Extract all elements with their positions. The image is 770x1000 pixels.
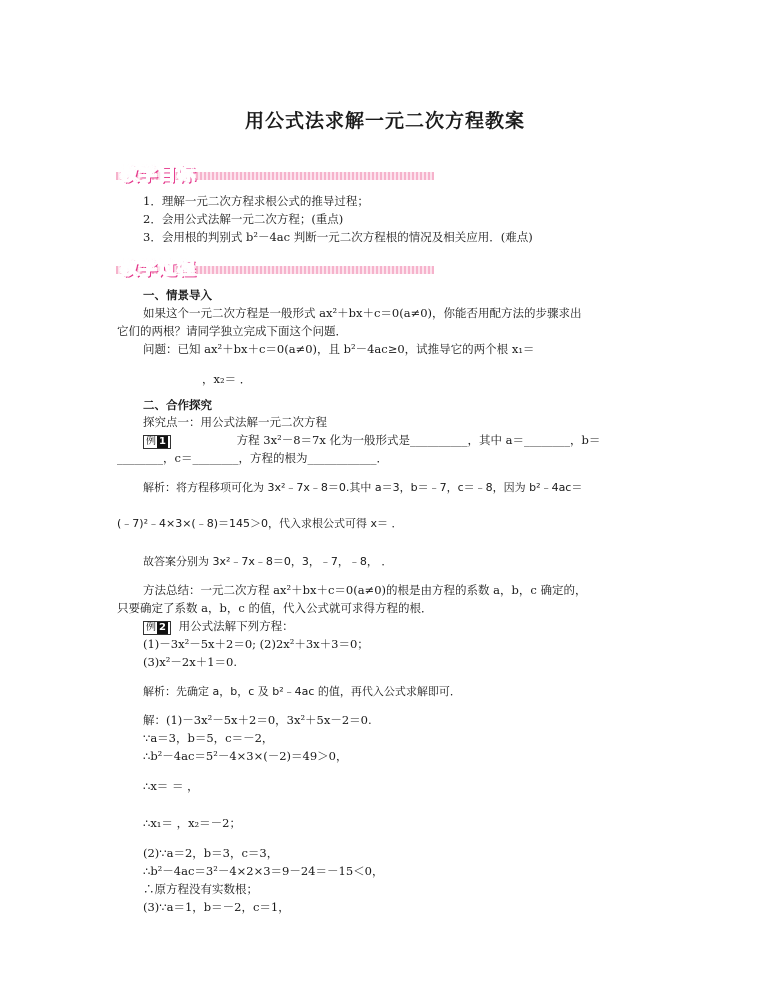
example1-line: ________，c＝________，方程的根为____________． bbox=[117, 451, 388, 465]
solution-line: (3)∵a＝1，b＝－2，c＝1， bbox=[143, 900, 290, 914]
analysis-line: (﹣7)²﹣4×3×(﹣8)＝145＞0，代入求根公式可得 x＝ ． bbox=[117, 517, 403, 530]
method-summary: 方法总结：一元二次方程 ax²＋bx＋c＝0(a≠0)的根是由方程的系数 a，b，c 确定的， bbox=[143, 583, 587, 597]
solution-line: ∴x＝ ＝ ， bbox=[143, 779, 199, 793]
solution-line: (2)∵a＝2，b＝3，c＝3， bbox=[143, 846, 279, 860]
example-badge: 例 1 bbox=[143, 435, 171, 449]
section-banner-process bbox=[116, 254, 436, 278]
explore-point: 探究点一：用公式法解一元二次方程 bbox=[143, 415, 327, 429]
paragraph-line: 它们的两根？请同学独立完成下面这个问题． bbox=[117, 324, 347, 338]
goal-item: 1．理解一元二次方程求根公式的推导过程； bbox=[143, 194, 369, 208]
solution-line: 解：(1)－3x²－5x＋2＝0，3x²＋5x－2＝0. bbox=[143, 713, 372, 727]
goal-item: 2．会用公式法解一元二次方程；(重点) bbox=[143, 212, 344, 226]
example2-line: 例 2 用公式法解下列方程： bbox=[143, 618, 294, 635]
part1-heading: 一、情景导入 bbox=[143, 288, 212, 302]
banner-label: 教学过程 bbox=[120, 258, 196, 279]
example1-line: 例 1 方程 3x²－8＝7x 化为一般形式是__________，其中 a＝________，b＝ bbox=[143, 432, 600, 449]
solution-line: ∴b²－4ac＝5²－4×3×(－2)＝49＞0， bbox=[143, 749, 348, 763]
solution-line: ∴b²－4ac＝3²－4×2×3＝9－24＝－15＜0， bbox=[143, 864, 384, 878]
analysis-line: 解析：先确定 a，b，c 及 b²﹣4ac 的值，再代入公式求解即可． bbox=[143, 685, 461, 698]
solution-line: ∴x₁＝ ，x₂＝－2； bbox=[143, 816, 241, 830]
analysis-line: 解析：将方程移项可化为 3x²﹣7x﹣8＝0.其中 a＝3，b＝﹣7，c＝﹣8，因为 b²﹣4ac＝ bbox=[143, 481, 583, 494]
part2-heading: 二、合作探究 bbox=[143, 398, 212, 412]
example-badge: 例 2 bbox=[143, 621, 171, 635]
solution-line: ∴原方程没有实数根； bbox=[143, 882, 258, 896]
method-summary: 只要确定了系数 a，b，c 的值，代入公式就可求得方程的根． bbox=[117, 601, 433, 615]
page-title: 用公式法求解一元二次方程教案 bbox=[244, 110, 525, 132]
solution-line: ∵a＝3，b＝5，c＝－2， bbox=[143, 731, 274, 745]
answer-line: 故答案分别为 3x²﹣7x﹣8＝0，3，﹣7，﹣8， ． bbox=[143, 555, 393, 568]
paragraph-line: 问题：已知 ax²＋bx＋c＝0(a≠0)，且 b²－4ac≥0，试推导它的两个根 x₁＝ bbox=[143, 342, 535, 356]
paragraph-line: 如果这个一元二次方程是一般形式 ax²＋bx＋c＝0(a≠0)，你能否用配方法的步骤求出 bbox=[143, 306, 582, 320]
paragraph-line: ，x₂＝ ． bbox=[202, 372, 252, 386]
banner-label: 教学目标 bbox=[120, 164, 196, 185]
section-banner-goals bbox=[116, 160, 436, 184]
goal-item: 3．会用根的判别式 b²－4ac 判断一元二次方程根的情况及相关应用．(难点) bbox=[143, 230, 533, 244]
equation-line: (3)x²－2x＋1＝0. bbox=[143, 655, 237, 669]
equation-line: (1)－3x²－5x＋2＝0; (2)2x²＋3x＋3＝0； bbox=[143, 637, 369, 651]
